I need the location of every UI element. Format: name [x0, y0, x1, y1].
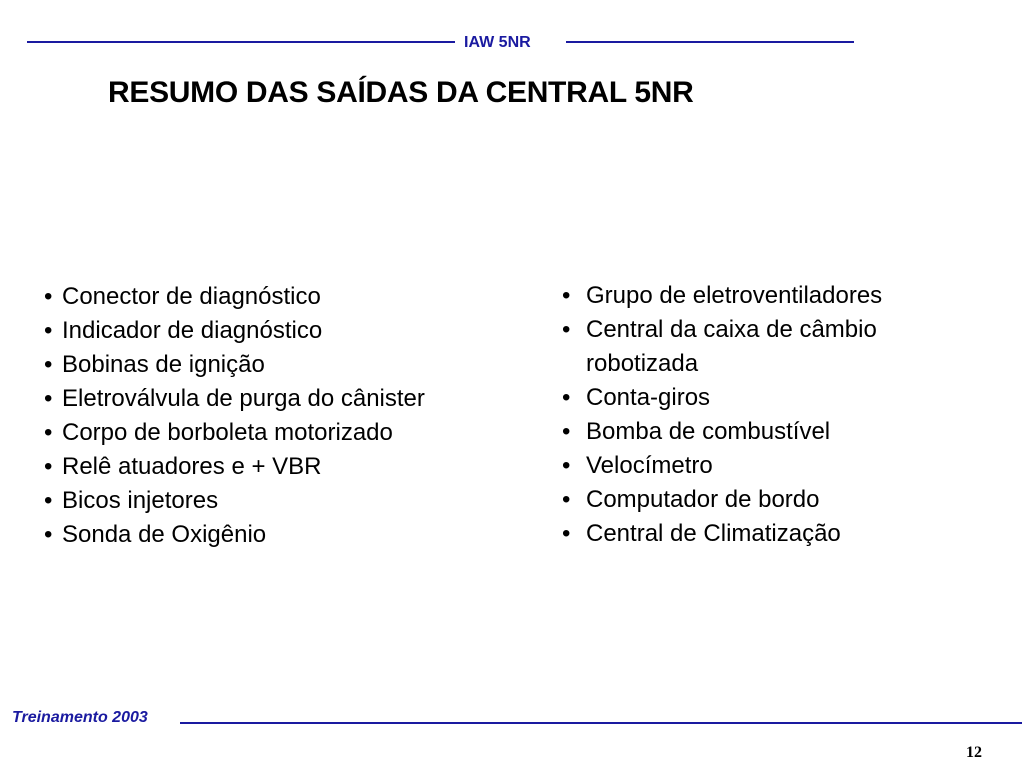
list-item-label: Corpo de borboleta motorizado — [62, 419, 393, 446]
bullet-icon: • — [562, 452, 571, 479]
list-item-label: Indicador de diagnóstico — [62, 317, 323, 344]
footer-rule — [180, 722, 1022, 724]
header-rule-left — [27, 41, 455, 43]
list-item-label: Bomba de combustível — [586, 418, 831, 445]
bullet-icon: • — [44, 487, 53, 514]
bullet-icon: • — [562, 316, 571, 343]
header-rule-right — [566, 41, 854, 43]
list-item — [44, 518, 514, 552]
bullet-icon: • — [44, 419, 53, 446]
list-item-label: Bicos injetores — [62, 487, 219, 514]
bullet-icon: • — [562, 282, 571, 309]
list-item — [44, 280, 514, 314]
list-item-label: Conta-giros — [586, 384, 711, 411]
list-item — [44, 450, 514, 484]
list-item-label: Sonda de Oxigênio — [62, 521, 267, 548]
list-item — [44, 314, 514, 348]
bullet-icon: • — [44, 317, 53, 344]
list-item — [44, 382, 514, 416]
list-item — [562, 517, 962, 551]
list-item — [562, 483, 962, 517]
list-item-label: Conector de diagnóstico — [62, 283, 321, 310]
list-item-label: Computador de bordo — [586, 486, 820, 513]
list-item — [562, 415, 962, 449]
list-item-label: Relê atuadores e + VBR — [62, 453, 322, 480]
left-bullet-list — [44, 280, 514, 552]
slide-title: RESUMO DAS SAÍDAS DA CENTRAL 5NR — [108, 76, 694, 109]
list-item — [562, 449, 962, 483]
right-bullet-list — [562, 279, 962, 551]
bullet-icon: • — [44, 351, 53, 378]
list-item-label: Central da caixa de câmbio robotizada — [586, 316, 877, 377]
bullet-icon: • — [44, 283, 53, 310]
list-item — [562, 279, 962, 313]
bullet-icon: • — [44, 453, 53, 480]
list-item — [44, 416, 514, 450]
bullet-icon: • — [44, 385, 53, 412]
list-item-label: Central de Climatização — [586, 520, 841, 547]
list-item — [562, 381, 962, 415]
list-item — [44, 484, 514, 518]
bullet-icon: • — [562, 384, 571, 411]
bullet-icon: • — [44, 521, 53, 548]
list-item-label: Velocímetro — [586, 452, 713, 479]
page-number: 12 — [966, 744, 982, 761]
list-item-label: Grupo de eletroventiladores — [586, 282, 883, 309]
bullet-icon: • — [562, 486, 571, 513]
bullet-icon: • — [562, 418, 571, 445]
list-item-label: Bobinas de ignição — [62, 351, 265, 378]
list-item — [562, 313, 962, 381]
list-item-label: Eletroválvula de purga do cânister — [62, 385, 425, 412]
footer-label: Treinamento 2003 — [12, 709, 148, 726]
header-label: IAW 5NR — [464, 34, 531, 51]
list-item — [44, 348, 514, 382]
bullet-icon: • — [562, 520, 571, 547]
